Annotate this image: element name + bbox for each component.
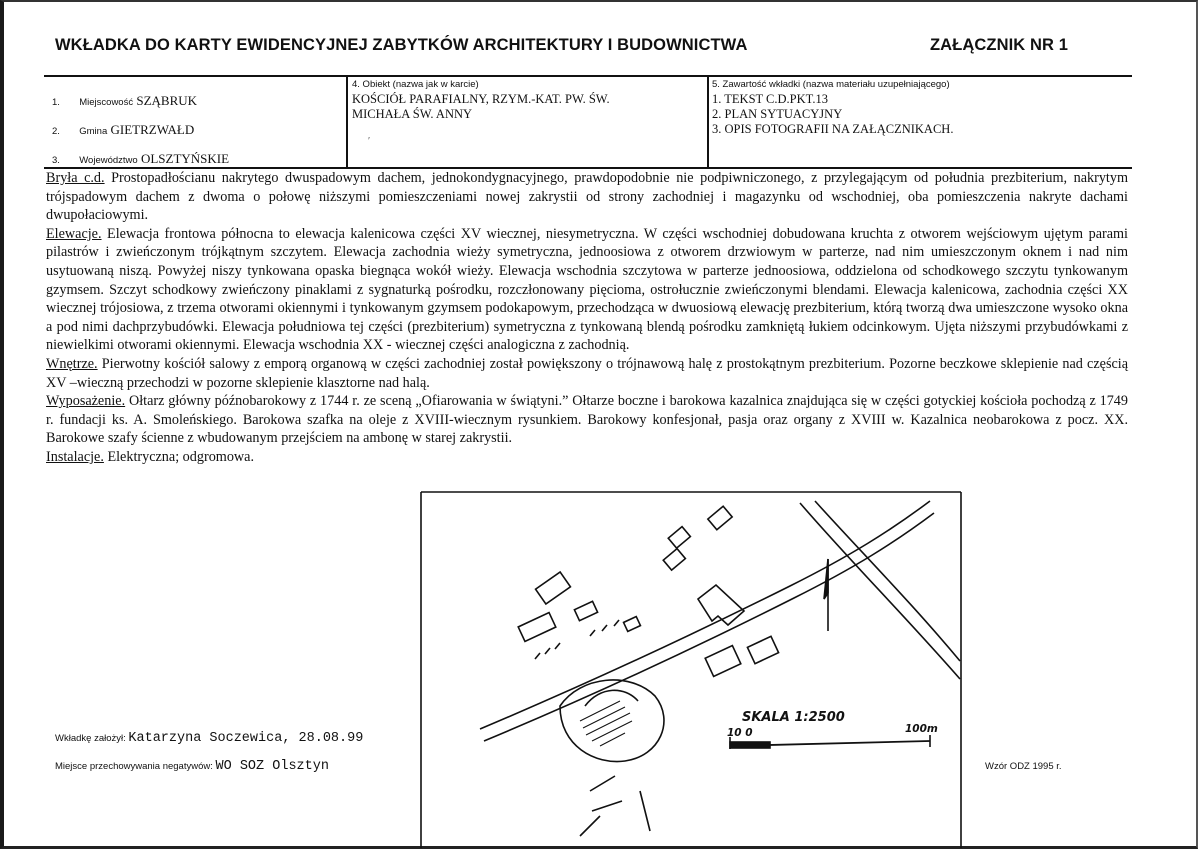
commune-number: 2. — [52, 126, 60, 137]
map-scale-label: SKALA 1:2500 — [742, 710, 845, 725]
building-1 — [708, 506, 732, 530]
section-text-elevations: Elewacja frontowa północna to elewacja kalenicowa części XV wiecznej, niesymetryczna. W części wschodniej dobudowana kruchta z otworem wejściowym ujętym parami pilastrów i zwieńczonym trójkątnym szczytem. Elewacja zachodnia wieży symetryczna, jednoosiowa z otworem drzwiowym w parterze, nad nim umieszczonym oknem i nad nim usytuowaną niszą. Powyżej niszy tynkowana opaska biegnąca wokół wieży. Elewacja wschodnia szczytowa w parterze jednoosiowa, oddzielona od schodkowego szczytu tynkowanym gzymsem. Szczyt schodkowy zwieńczony pinaklami z sygnaturką pośrodku, rozczłonowany pięcioma, ostrołucznie zwieńczonymi blendami. Elewacja kalenicowa, zachodnia części XX wiecznej trójosiowa, z trzema otworami okiennymi i tynkowanym gzymsem podokapowym, przechodząca w dwuosiową elewację prezbiterium, którą tworzą dwa umieszczone wysoko okna a pod nimi dachprzybudówki. Elewacja południowa tej części (prezbiterium) symetryczna z tynkowaną blendą pośrodku zamkniętą łukiem odcinkowym. Ujęta niższymi przybudówkami z niewielkimi otworami okiennymi. Elewacja wschodnia XX - wiecznej części analogiczna z zachodnią. — [46, 225, 1128, 354]
storage-row — [55, 759, 329, 774]
contents-item-1: 1. TEKST C.D.PKT.13 — [712, 92, 828, 106]
object-header: 4. Obiekt (nazwa jak w karcie) — [352, 79, 479, 90]
section-furnishings — [46, 392, 1128, 448]
voivodeship-number: 3. — [52, 155, 60, 166]
scale-end-label: 100m — [905, 723, 938, 735]
locality-label: Miejscowość — [79, 97, 134, 108]
building-7 — [698, 585, 744, 625]
section-heading-body: Bryła c.d. — [46, 170, 105, 186]
section-text-body: Prostopadłościanu nakrytego dwuspadowym dachem, jednokondygnacyjnego, prawdopodobnie nie podpiwniczonego, z przylegającym od południa prezbiterium, nakrytym trójspadowym dachem z dwoma o połowę niższymi pomieszczeniami nowej zakrystii od strony zachodniej i magazynku od wschodniej, oba pomieszczenia nakryte dachami dwupołaciowymi. — [46, 170, 1128, 224]
table-divider-1 — [346, 76, 348, 168]
building-9 — [747, 636, 778, 663]
object-name-line-2: MICHAŁA ŚW. ANNY — [352, 107, 473, 121]
commune-field — [52, 122, 194, 138]
road-lower-edge — [484, 513, 934, 741]
site-plan-map — [420, 491, 962, 849]
storage-value: WO SOZ Olsztyn — [215, 759, 329, 774]
building-5 — [518, 613, 556, 642]
locality-number: 1. — [52, 97, 60, 108]
section-interior — [46, 355, 1128, 392]
voivodeship-field — [52, 151, 229, 167]
building-2 — [668, 527, 690, 549]
contents-item-3: 3. OPIS FOTOGRAFII NA ZAŁĄCZNIKACH. — [712, 122, 954, 136]
path-stroke — [640, 791, 650, 831]
north-arrow-head — [824, 559, 828, 599]
section-body — [46, 169, 1128, 225]
section-heading-furnishings: Wyposażenie. — [46, 393, 126, 410]
hatch-marks — [535, 620, 619, 659]
section-heading-interior: Wnętrze. — [46, 355, 98, 372]
object-name-line-1: KOŚCIÓŁ PARAFIALNY, RZYM.-KAT. PW. ŚW. — [352, 92, 610, 106]
building-4 — [536, 572, 571, 604]
section-text-furnishings: Ołtarz główny późnobarokowy z 1744 r. ze sceną „Ofiarowania w świątyni.” Ołtarze boczne i barokowa kazalnica znajdująca się w części gotyckiej kościoła pochodzą z 1749 r. fundacji ks. A. Smoleńskiego. Barokowa szafka na oleje z XVIII-wiecznym rysunkiem. Barokowy konfesjonał, pasja oraz organy z XVIII w. Kazalnica neobarokowa z pocz. XX. Barokowe szafy ścienne z wbudowanym przejściem na ambonę w starej zakrystii. — [46, 393, 1128, 447]
building-6 — [574, 601, 597, 620]
section-installations — [46, 448, 1128, 467]
table-divider-2 — [707, 76, 709, 168]
contents-item-2: 2. PLAN SYTUACYJNY — [712, 107, 843, 121]
road-upper-edge — [480, 501, 930, 729]
section-heading-elevations: Elewacje. — [46, 225, 102, 242]
form-label: Wzór ODZ 1995 r. — [985, 761, 1062, 772]
storage-label: Miejsce przechowywania negatywów: — [55, 761, 213, 772]
scale-start-label: 10 0 — [727, 727, 753, 739]
section-text-installations: Elektryczna; odgromowa. — [103, 448, 255, 465]
table-top-rule — [44, 75, 1132, 77]
author-label: Wkładkę założył: — [55, 733, 126, 744]
author-value: Katarzyna Soczewica, 28.08.99 — [128, 731, 364, 746]
building-3 — [663, 549, 685, 571]
section-elevations — [46, 225, 1128, 355]
church-hatching — [580, 701, 632, 746]
voivodeship-value: OLSZTYŃSKIE — [140, 151, 230, 166]
lower-strokes — [580, 776, 622, 836]
section-text-interior: Pierwotny kościół salowy z emporą organową w części zachodniej został powiększony o trójnawową halę z prostokątnym prezbiterium. Pozorne beczkowe sklepienie nad częścią XV –wieczną przechodzi w pozorne sklepienie klasztorne nad halą. — [46, 355, 1128, 391]
scale-bar-fill — [730, 742, 770, 748]
voivodeship-label: Województwo — [79, 155, 138, 166]
commune-label: Gmina — [79, 126, 108, 137]
road-branch-upper — [815, 501, 960, 661]
section-heading-installations: Instalacje. — [46, 448, 104, 465]
contents-header: 5. Zawartość wkładki (nazwa materiału uzupełniającego) — [712, 79, 950, 90]
document-title: WKŁADKA DO KARTY EWIDENCYJNEJ ZABYTKÓW ARCHITEKTURY I BUDOWNICTWA — [55, 36, 748, 54]
pen-mark: ʹ — [368, 136, 371, 147]
churchyard-wall — [560, 680, 664, 762]
locality-value: SZĄBRUK — [136, 93, 198, 108]
building-8 — [705, 646, 741, 677]
annex-label: ZAŁĄCZNIK NR 1 — [930, 36, 1068, 54]
commune-value: GIETRZWAŁD — [110, 122, 195, 137]
locality-field — [52, 93, 197, 109]
building-10 — [624, 617, 641, 632]
author-row — [55, 731, 363, 746]
description-text — [46, 169, 1128, 467]
church-outline — [585, 690, 638, 706]
